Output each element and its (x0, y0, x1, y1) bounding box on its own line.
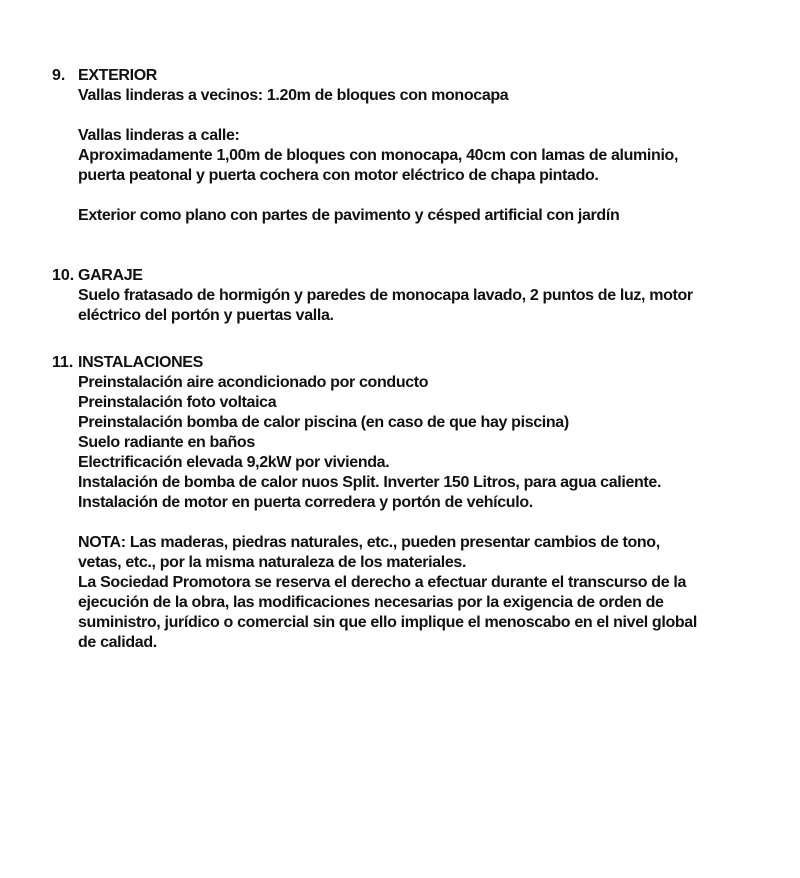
section-number: 11. (52, 354, 74, 371)
note-line: vetas, etc., por la misma naturaleza de los materiales. (78, 554, 467, 571)
section-title: INSTALACIONES (78, 354, 203, 371)
section-garaje (52, 266, 752, 326)
text-line: Exterior como plano con partes de pavimento y césped artificial con jardín (78, 207, 620, 224)
text-line: Electrificación elevada 9,2kW por vivienda. (78, 454, 390, 471)
section-exterior (52, 66, 752, 226)
section-instalaciones (52, 353, 752, 653)
note-line: suministro, jurídico o comercial sin que ello implique el menoscabo en el nivel global (78, 614, 697, 631)
section-number: 10. (52, 267, 75, 284)
text-line: Preinstalación aire acondicionado por conducto (78, 374, 429, 391)
note-line: de calidad. (78, 634, 157, 651)
text-line: Suelo fratasado de hormigón y paredes de monocapa lavado, 2 puntos de luz, motor (78, 287, 693, 304)
text-line: Vallas linderas a vecinos: 1.20m de bloques con monocapa (78, 87, 509, 104)
blank-line (78, 106, 752, 126)
text-line: eléctrico del portón y puertas valla. (78, 307, 334, 324)
note-line: NOTA: Las maderas, piedras naturales, etc., pueden presentar cambios de tono, (78, 534, 660, 551)
section-title: GARAJE (78, 267, 143, 284)
blank-line (78, 186, 752, 206)
text-line: Aproximadamente 1,00m de bloques con monocapa, 40cm con lamas de aluminio, (78, 147, 679, 164)
blank-line (78, 513, 752, 533)
note-line: ejecución de la obra, las modificaciones necesarias por la exigencia de orden de (78, 594, 664, 611)
text-line: puerta peatonal y puerta cochera con motor eléctrico de chapa pintado. (78, 167, 599, 184)
text-line: Vallas linderas a calle: (78, 127, 240, 144)
section-title: EXTERIOR (78, 67, 157, 84)
text-line: Preinstalación foto voltaica (78, 394, 277, 411)
text-line: Instalación de motor en puerta corredera y portón de vehículo. (78, 494, 533, 511)
note-line: La Sociedad Promotora se reserva el derecho a efectuar durante el transcurso de la (78, 574, 686, 591)
section-number: 9. (52, 67, 66, 84)
text-line: Instalación de bomba de calor nuos Split. Inverter 150 Litros, para agua caliente. (78, 474, 662, 491)
text-line: Preinstalación bomba de calor piscina (en caso de que hay piscina) (78, 414, 569, 431)
text-line: Suelo radiante en baños (78, 434, 255, 451)
